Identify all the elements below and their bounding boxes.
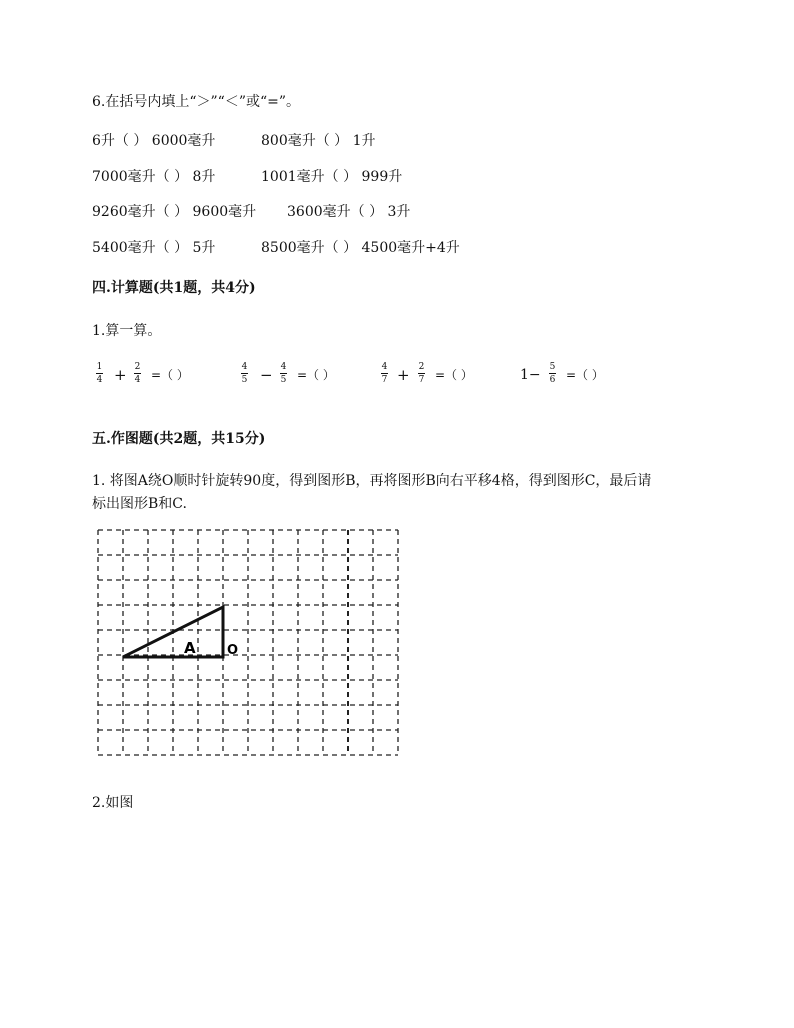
fraction: 4 7 bbox=[381, 362, 388, 385]
section-header-calc: 四.计算题(共1题，共4分) bbox=[92, 280, 256, 296]
answer-blank: =（ ） bbox=[566, 368, 604, 382]
answer-blank: =（ ） bbox=[435, 368, 473, 382]
q1-calc-title: 1.算一算。 bbox=[92, 323, 162, 339]
fraction: 1 4 bbox=[96, 362, 103, 385]
answer-blank: =（ ） bbox=[297, 368, 335, 382]
compare-item: 5400毫升（ ） 5升 bbox=[92, 240, 216, 256]
q1-drawing-line1: 1. 将图A绕O顺时针旋转90度，得到图形B，再将图形B向右平移4格，得到图形C，最后请 bbox=[92, 473, 652, 489]
compare-item: 1001毫升（ ） 999升 bbox=[261, 169, 403, 185]
answer-blank: =（ ） bbox=[151, 368, 189, 382]
fraction: 4 5 bbox=[280, 362, 287, 385]
fraction: 5 6 bbox=[549, 362, 556, 385]
plus-sign: + bbox=[114, 366, 127, 384]
dashed-grid bbox=[98, 530, 398, 755]
q6-title: 6.在括号内填上“＞”“＜”或“=”。 bbox=[92, 94, 301, 110]
label-o: O bbox=[227, 643, 239, 658]
section-header-drawing: 五.作图题(共2题，共15分) bbox=[92, 431, 266, 447]
grid-figure bbox=[98, 530, 402, 758]
compare-item: 6升（ ） 6000毫升 bbox=[92, 133, 216, 149]
compare-item: 800毫升（ ） 1升 bbox=[261, 133, 376, 149]
q2-drawing-title: 2.如图 bbox=[92, 795, 134, 811]
compare-item: 7000毫升（ ） 8升 bbox=[92, 169, 216, 185]
one-minus: 1− bbox=[520, 367, 541, 383]
compare-item: 3600毫升（ ） 3升 bbox=[287, 204, 411, 220]
plus-sign: + bbox=[397, 366, 410, 384]
label-a: A bbox=[184, 639, 196, 657]
fraction: 2 4 bbox=[134, 362, 141, 385]
q1-drawing-line2: 标出图形B和C. bbox=[92, 496, 187, 512]
compare-item: 8500毫升（ ） 4500毫升+4升 bbox=[261, 240, 460, 256]
fraction: 2 7 bbox=[418, 362, 425, 385]
compare-item: 9260毫升（ ） 9600毫升 bbox=[92, 204, 257, 220]
minus-sign: − bbox=[260, 366, 273, 384]
fraction: 4 5 bbox=[241, 362, 248, 385]
